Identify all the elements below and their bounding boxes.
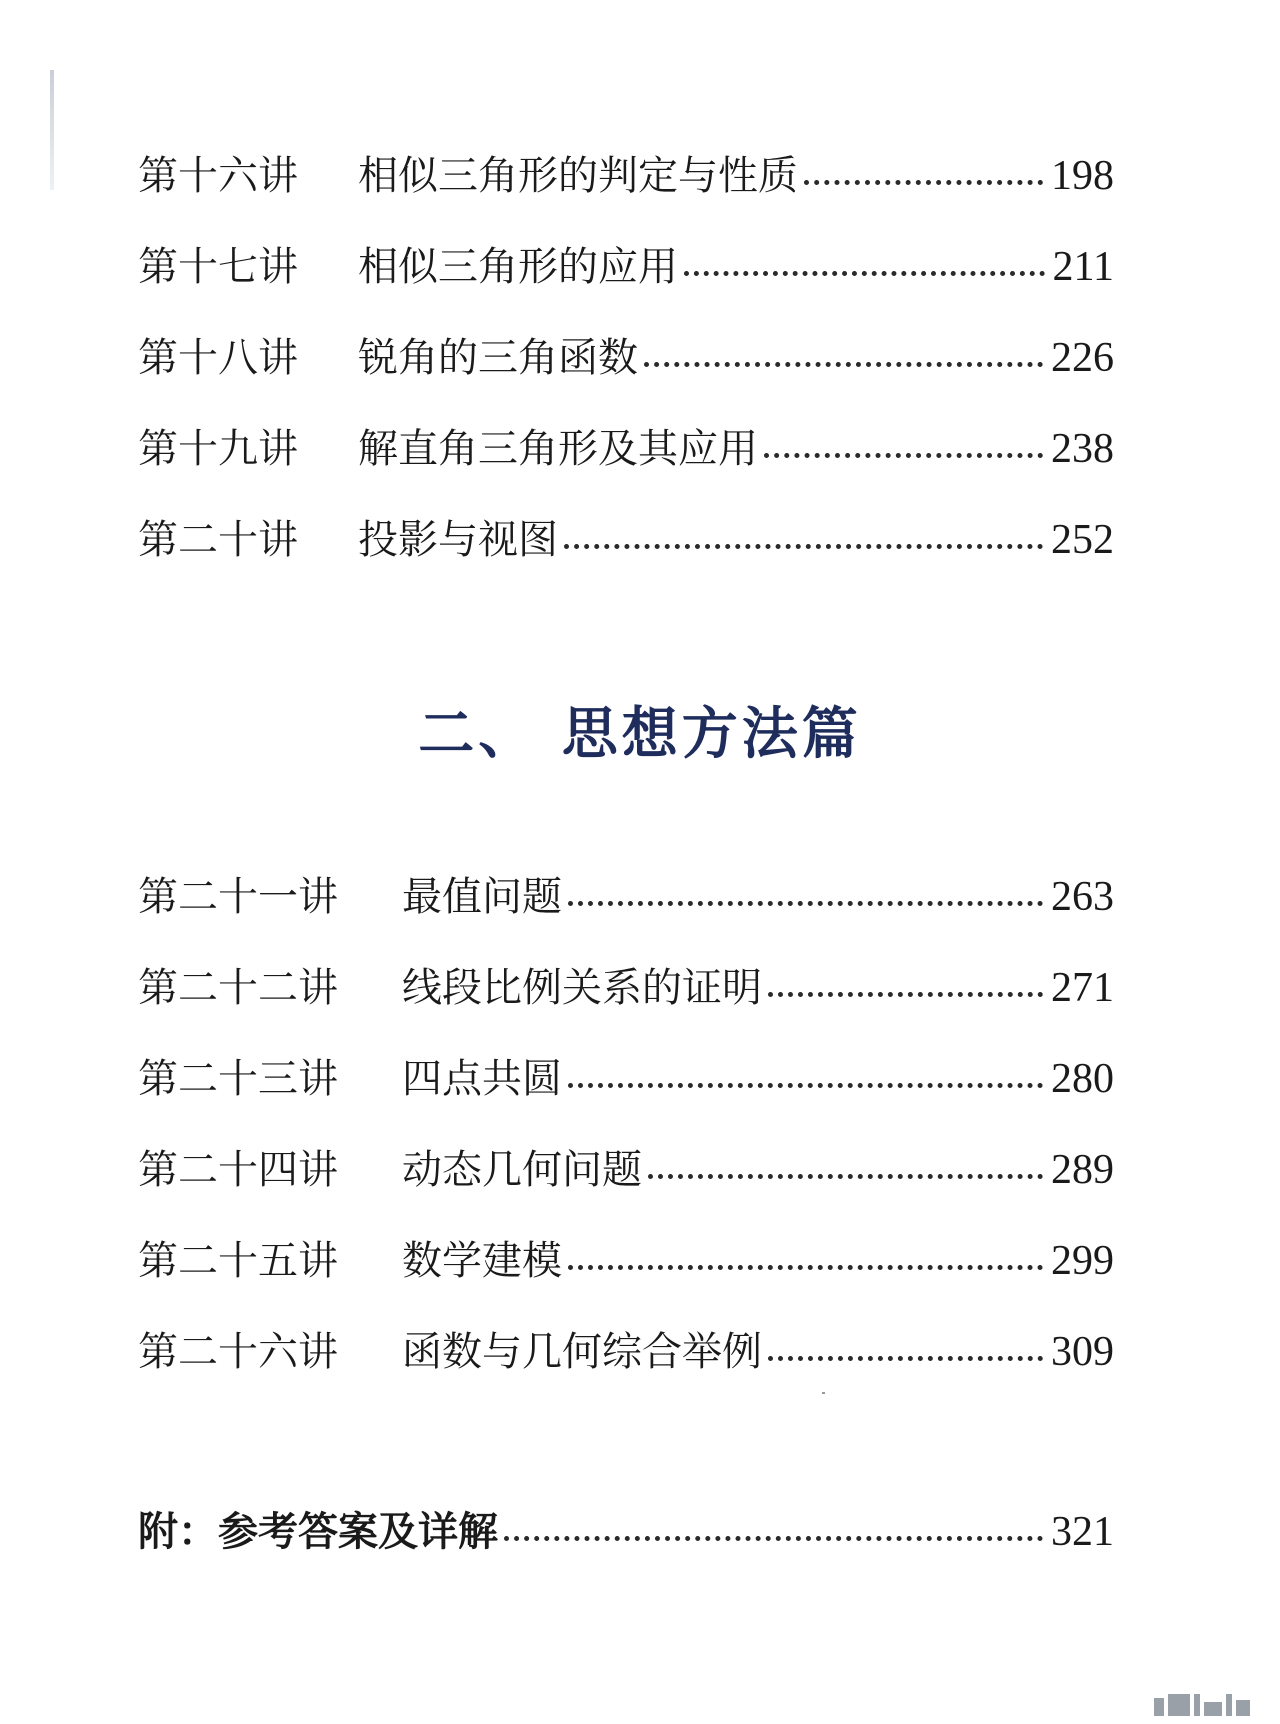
chapter-number: 第二十一讲 <box>138 874 338 920</box>
page-number: 263 <box>1051 874 1114 920</box>
dot-leader <box>568 901 1043 906</box>
page-number: 252 <box>1051 517 1114 563</box>
dot-leader <box>804 180 1043 185</box>
chapter-number: 第二十六讲 <box>138 1329 338 1375</box>
toc-entry[interactable] <box>138 328 1114 388</box>
chapter-title: 解直角三角形及其应用 <box>358 426 758 472</box>
chapter-title: 线段比例关系的证明 <box>402 965 762 1011</box>
page-number: 271 <box>1051 965 1114 1011</box>
toc-entry[interactable] <box>138 1322 1114 1382</box>
chapter-title: 数学建模 <box>402 1238 562 1284</box>
chapter-title: 相似三角形的应用 <box>358 244 678 290</box>
chapter-number: 第二十二讲 <box>138 965 338 1011</box>
chapter-number: 第二十三讲 <box>138 1056 338 1102</box>
dot-leader <box>768 992 1043 997</box>
toc-entry[interactable] <box>138 237 1114 297</box>
toc-entry[interactable] <box>138 1140 1114 1200</box>
toc-entry[interactable] <box>138 1231 1114 1291</box>
chapter-title: 动态几何问题 <box>402 1147 642 1193</box>
chapter-number: 第十六讲 <box>138 153 298 199</box>
chapter-number: 第二十四讲 <box>138 1147 338 1193</box>
dot-leader <box>764 453 1043 458</box>
page-number: 280 <box>1051 1056 1114 1102</box>
watermark-mark <box>1154 1694 1250 1716</box>
page-number: 211 <box>1052 244 1114 290</box>
chapter-title: 最值问题 <box>402 874 562 920</box>
scan-speck <box>822 1392 825 1394</box>
toc-entry-appendix[interactable] <box>138 1502 1114 1562</box>
toc-entry[interactable] <box>138 867 1114 927</box>
chapter-title: 函数与几何综合举例 <box>402 1329 762 1375</box>
chapter-number: 第二十五讲 <box>138 1238 338 1284</box>
dot-leader <box>768 1356 1043 1361</box>
toc-entry[interactable] <box>138 419 1114 479</box>
page-edge-mark <box>50 70 54 190</box>
page-number: 309 <box>1051 1329 1114 1375</box>
page-number: 299 <box>1051 1238 1114 1284</box>
toc-entry[interactable] <box>138 958 1114 1018</box>
chapter-title: 相似三角形的判定与性质 <box>358 153 798 199</box>
toc-entry[interactable] <box>138 510 1114 570</box>
dot-leader <box>568 1265 1043 1270</box>
section-heading: 二、 思想方法篇 <box>418 702 862 767</box>
appendix-title: 附：参考答案及详解 <box>138 1509 498 1555</box>
dot-leader <box>644 362 1043 367</box>
chapter-number: 第十八讲 <box>138 335 298 381</box>
chapter-title: 锐角的三角函数 <box>358 335 638 381</box>
toc-entry[interactable] <box>138 1049 1114 1109</box>
dot-leader <box>684 271 1045 276</box>
dot-leader <box>504 1536 1043 1541</box>
toc-entry[interactable] <box>138 146 1114 206</box>
chapter-title: 四点共圆 <box>402 1056 562 1102</box>
dot-leader <box>564 544 1043 549</box>
dot-leader <box>568 1083 1043 1088</box>
page-number: 238 <box>1051 426 1114 472</box>
page-number: 198 <box>1051 153 1114 199</box>
chapter-title: 投影与视图 <box>358 517 558 563</box>
page-number: 226 <box>1051 335 1114 381</box>
chapter-number: 第二十讲 <box>138 517 298 563</box>
dot-leader <box>648 1174 1043 1179</box>
page-number: 289 <box>1051 1147 1114 1193</box>
chapter-number: 第十七讲 <box>138 244 298 290</box>
chapter-number: 第十九讲 <box>138 426 298 472</box>
page-number: 321 <box>1051 1509 1114 1555</box>
